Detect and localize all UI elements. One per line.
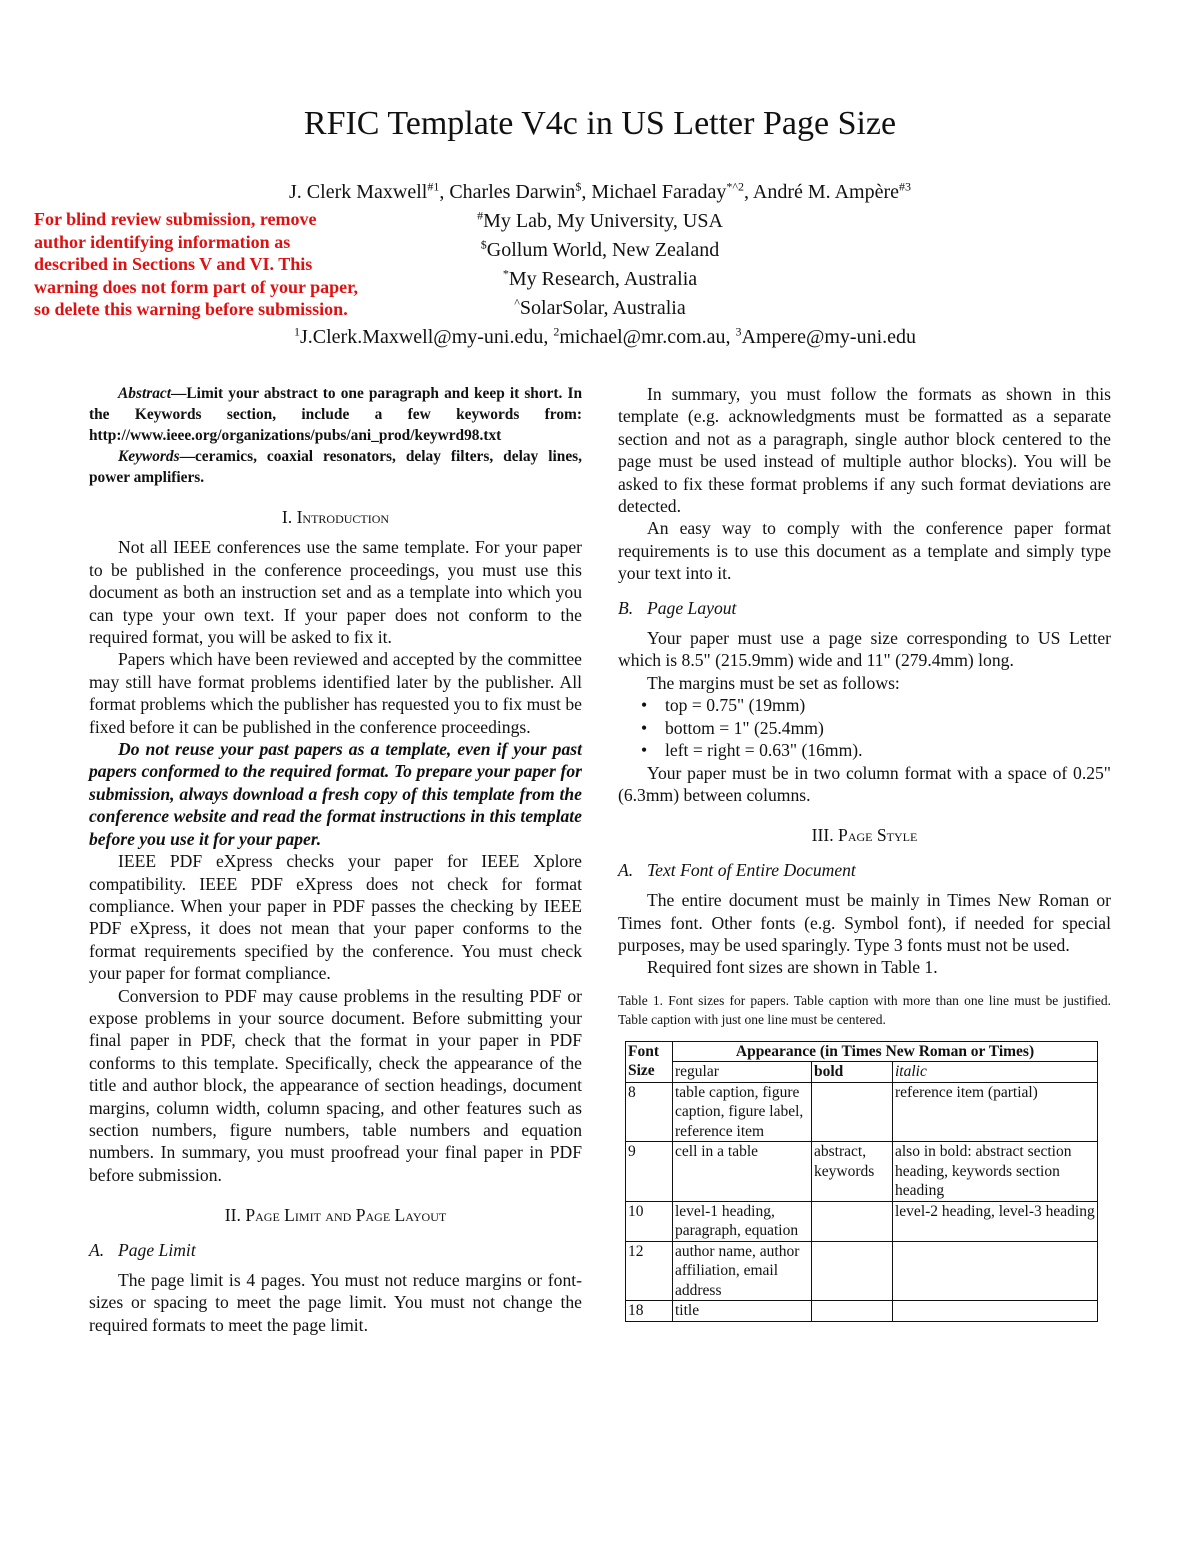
paragraph: In summary, you must follow the formats as shown in this template (e.g. acknowledgments must be formatted as a separate section and not as a paragraph, single author block centered to the page must be used instead of multiple author blocks). You will be asked to fix these format problems if any such format deviations are detected.	[618, 384, 1111, 517]
section-number: III.	[811, 825, 834, 846]
abstract	[89, 383, 582, 446]
affiliation-marker: $	[480, 237, 487, 252]
affiliation-text: My Lab, My University, USA	[483, 210, 723, 232]
keywords-text: —ceramics, coaxial resonators, delay filters, delay lines, power amplifiers.	[89, 448, 582, 486]
abstract-text: —Limit your abstract to one paragraph and keep it short. In the Keywords section, include a few keywords from: http://www.ieee.org/organizations/pubs/ani_prod/keywrd98.txt	[89, 385, 582, 444]
section-number: I.	[281, 507, 293, 527]
email-marker: 3	[735, 324, 742, 339]
section-title: Page Limit and Page Layout	[245, 1205, 447, 1226]
paragraph: The page limit is 4 pages. You must not reduce margins or font-sizes or spacing to meet the page limit. You must not change the required formats to meet the page limit.	[89, 1270, 582, 1335]
email-address: michael@mr.com.au,	[559, 326, 731, 348]
affiliation-text: Gollum World, New Zealand	[486, 239, 720, 261]
table-header-cell: Font Size	[626, 1041, 673, 1082]
table-cell	[812, 1082, 893, 1142]
subsection-title: Text Font of Entire Document	[647, 859, 856, 880]
affiliation-marker: #	[477, 208, 484, 223]
table-cell: 18	[626, 1301, 673, 1322]
email-marker: 1	[293, 324, 300, 339]
blind-review-warning: For blind review submission, remove author identifying information as described in Sections V and VI. This warning does not form part of your paper, so delete this warning before submission.	[34, 209, 359, 319]
table-cell: 10	[626, 1201, 673, 1241]
table-cell: title	[673, 1301, 812, 1322]
keywords	[89, 446, 582, 488]
affiliation-marker: ^	[514, 295, 520, 310]
list-item: • bottom = 1" (25.4mm)	[638, 717, 1111, 739]
subsection-label: B.	[618, 597, 634, 618]
subsection-label: A.	[618, 859, 634, 880]
affiliation-text: SolarSolar, Australia	[519, 297, 686, 319]
section-title: Page Style	[838, 825, 918, 846]
subsection-title: Page Limit	[118, 1239, 196, 1260]
table-cell: level-2 heading, level-3 heading	[893, 1201, 1098, 1241]
subsection-heading	[618, 859, 1111, 881]
table-caption: Table 1. Font sizes for papers. Table caption with more than one line must be justified. Table caption with just one line must be centered.	[618, 992, 1111, 1027]
table-cell: author name, author affiliation, email address	[673, 1241, 812, 1301]
author-name: André M. Ampère	[752, 181, 899, 203]
table-row	[626, 1142, 1098, 1202]
paragraph: Papers which have been reviewed and accepted by the committee may still have format problems identified later by the publisher. All format problems which the publisher has requested you to fix must be fixed before it can be published in the conference proceedings.	[89, 649, 582, 737]
table-row	[626, 1201, 1098, 1241]
table-header-cell: italic	[893, 1062, 1098, 1083]
table-cell: cell in a table	[673, 1142, 812, 1202]
author-name: Charles Darwin	[449, 181, 576, 203]
table-header-row	[626, 1062, 1098, 1083]
list-item: • left = right = 0.63" (16mm).	[638, 739, 1111, 761]
email-marker: 2	[553, 324, 560, 339]
author-name: Michael Faraday	[591, 181, 727, 203]
table-cell: 9	[626, 1142, 673, 1202]
subsection-heading	[89, 1239, 582, 1261]
section-heading	[89, 506, 582, 528]
emphasis-paragraph: Do not reuse your past papers as a template, even if your past papers conformed to the required format. To prepare your paper for submission, always download a fresh copy of this template from the conference website and read the format instructions in this template before you use it for your paper.	[89, 739, 582, 849]
paragraph: Your paper must be in two column format with a space of 0.25" (6.3mm) between columns.	[618, 762, 1111, 805]
paragraph: Not all IEEE conferences use the same template. For your paper to be published in the conference proceedings, you must use this document as both an instruction set and as a template into which you can type your own text. If your paper does not conform to the required format, you will be asked to fix it.	[89, 537, 582, 648]
left-column	[89, 383, 582, 1336]
paragraph: Conversion to PDF may cause problems in the resulting PDF or expose problems in your source document. Before submitting your final paper in PDF, check that the format in your paper in PDF conforms to this template. Specifically, check the appearance of the title and author block, the appearance of section headings, document margins, column width, column spacing, and other features such as section numbers, figure numbers, table numbers and equation numbers. In summary, you must proofread your final paper in PDF before submission.	[89, 985, 582, 1185]
author-marker: $	[575, 179, 582, 194]
section-title: Introduction	[296, 507, 390, 527]
paragraph: IEEE PDF eXpress checks your paper for IEEE Xplore compatibility. IEEE PDF eXpress does not check for format compliance. When your paper in PDF passes the checking by IEEE PDF eXpress, it does not mean that your paper conforms to the format requirements specified by the conference. You must check your paper for format compliance.	[89, 851, 582, 984]
paragraph: The entire document must be mainly in Times New Roman or Times font. Other fonts (e.g. Symbol font), if needed for special purposes, may be used sparingly. Type 3 fonts must not be used.	[618, 890, 1111, 955]
table-cell: 8	[626, 1082, 673, 1142]
email-address: Ampere@my-uni.edu	[741, 326, 917, 348]
paragraph: The margins must be set as follows:	[647, 672, 900, 693]
paragraph: An easy way to comply with the conference paper format requirements is to use this document as a template and simply type your text into it.	[618, 518, 1111, 584]
table-cell: reference item (partial)	[893, 1082, 1098, 1142]
author-marker: *^2	[726, 179, 744, 194]
author-marker: #1	[427, 179, 440, 194]
table-header-cell: bold	[812, 1062, 893, 1083]
section-heading	[89, 1204, 582, 1226]
author-name: J. Clerk Maxwell	[289, 181, 428, 203]
section-number: II.	[224, 1205, 241, 1226]
table-cell	[812, 1301, 893, 1322]
table-cell	[812, 1201, 893, 1241]
affiliation-marker: *	[502, 266, 509, 281]
paragraph: Your paper must use a page size corresponding to US Letter which is 8.5" (215.9mm) wide and 11" (279.4mm) long.	[618, 628, 1111, 671]
abstract-label: Abstract	[118, 385, 172, 402]
affiliation-text: My Research, Australia	[508, 268, 698, 290]
right-column	[618, 383, 1111, 1322]
section-heading	[618, 824, 1111, 846]
keywords-label: Keywords	[118, 448, 180, 465]
table-header-cell: regular	[673, 1062, 812, 1083]
table-row	[626, 1082, 1098, 1142]
paragraph: Required font sizes are shown in Table 1.	[647, 957, 938, 978]
paper-title: RFIC Template V4c in US Letter Page Size	[303, 105, 897, 142]
table-cell: table caption, figure caption, figure label, reference item	[673, 1082, 812, 1142]
subsection-title: Page Layout	[647, 597, 737, 618]
table-cell: level-1 heading, paragraph, equation	[673, 1201, 812, 1241]
table-cell	[893, 1301, 1098, 1322]
email-address: J.Clerk.Maxwell@my-uni.edu,	[299, 326, 549, 348]
subsection-heading	[618, 597, 1111, 619]
author-names: J. Clerk Maxwell$^{\#1}$, Charles Darwin$, Michael Faraday$^{*\^{}2}$, André M. Ampère$^{\#3}$	[289, 179, 911, 203]
table-row	[626, 1301, 1098, 1322]
font-size-table	[625, 1041, 1098, 1322]
table-row	[626, 1241, 1098, 1301]
margins-list	[618, 694, 1111, 761]
list-item: • top = 0.75" (19mm)	[638, 694, 1111, 716]
subsection-label: A.	[89, 1239, 105, 1260]
table-cell: also in bold: abstract section heading, keywords section heading	[893, 1142, 1098, 1202]
author-marker: #3	[898, 179, 911, 194]
table-cell	[893, 1241, 1098, 1301]
table-cell	[812, 1241, 893, 1301]
table-cell: 12	[626, 1241, 673, 1301]
table-cell: abstract, keywords	[812, 1142, 893, 1202]
table-header-cell: Appearance (in Times New Roman or Times)	[673, 1041, 1098, 1062]
table-header-row	[626, 1041, 1098, 1062]
email-line	[0, 323, 1200, 352]
